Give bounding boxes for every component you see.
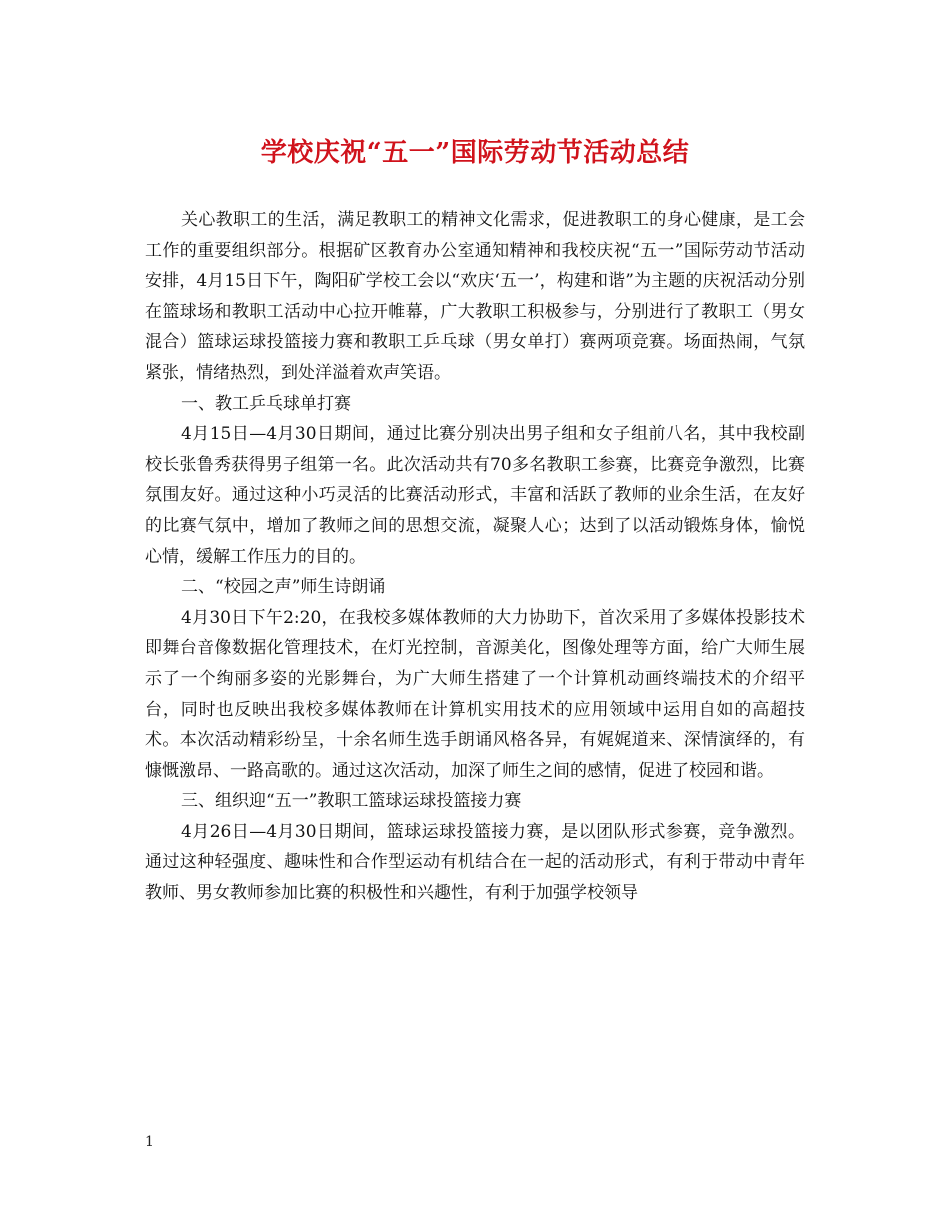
document-body — [145, 205, 805, 909]
paragraph-intro: 关心教职工的生活，满足教职工的精神文化需求，促进教职工的身心健康，是工会工作的重要组织部分。根据矿区教育办公室通知精神和我校庆祝“五一”国际劳动节活动安排，4月15日下午，陶阳矿学校工会以“欢庆‘五一’，构建和谐”为主题的庆祝活动分别在篮球场和教职工活动中心拉开帷幕，广大教职工积极参与，分别进行了教职工（男女混合）篮球运球投篮接力赛和教职工乒乓球（男女单打）赛两项竞赛。场面热闹，气氛紧张，情绪热烈，到处洋溢着欢声笑语。 — [145, 210, 805, 383]
section-heading-table-tennis: 一、教工乒乓球单打赛 — [181, 393, 351, 414]
section-heading-poetry-recital: 二、“校园之声”师生诗朗诵 — [181, 577, 386, 598]
paragraph-basketball-relay: 4月26日—4月30日期间，篮球运球投篮接力赛，是以团队形式参赛，竞争激烈。通过这种轻强度、趣味性和合作型运动有机结合在一起的活动形式，有利于带动中青年教师、男女教师参加比赛的积极性和兴趣性，有利于加强学校领导 — [145, 821, 805, 904]
paragraph-poetry-recital: 4月30日下午2:20，在我校多媒体教师的大力协助下，首次采用了多媒体投影技术即舞台音像数据化管理技术，在灯光控制，音源美化，图像处理等方面，给广大师生展示了一个绚丽多姿的光影舞台，为广大师生搭建了一个计算机动画终端技术的介绍平台，同时也反映出我校多媒体教师在计算机实用技术的应用领域中运用自如的高超技术。本次活动精彩纷呈，十余名师生选手朗诵风格各异，有娓娓道来、深情演绎的，有慷慨激昂、一路高歌的。通过这次活动，加深了师生之间的感情，促进了校园和谐。 — [145, 607, 805, 781]
page-number: 1 — [145, 1134, 154, 1150]
section-heading-basketball-relay: 三、组织迎“五一”教职工篮球运球投篮接力赛 — [181, 791, 522, 812]
paragraph-table-tennis: 4月15日—4月30日期间，通过比赛分别决出男子组和女子组前八名，其中我校副校长张鲁秀获得男子组第一名。此次活动共有70多名教职工参赛，比赛竞争激烈，比赛氛围友好。通过这种小巧灵活的比赛活动形式，丰富和活跃了教师的业余生活，在友好的比赛气氛中，增加了教师之间的思想交流，凝聚人心；达到了以活动锻炼身体，愉悦心情，缓解工作压力的目的。 — [145, 424, 805, 567]
document-title: 学校庆祝“五一”国际劳动节活动总结 — [260, 138, 690, 168]
